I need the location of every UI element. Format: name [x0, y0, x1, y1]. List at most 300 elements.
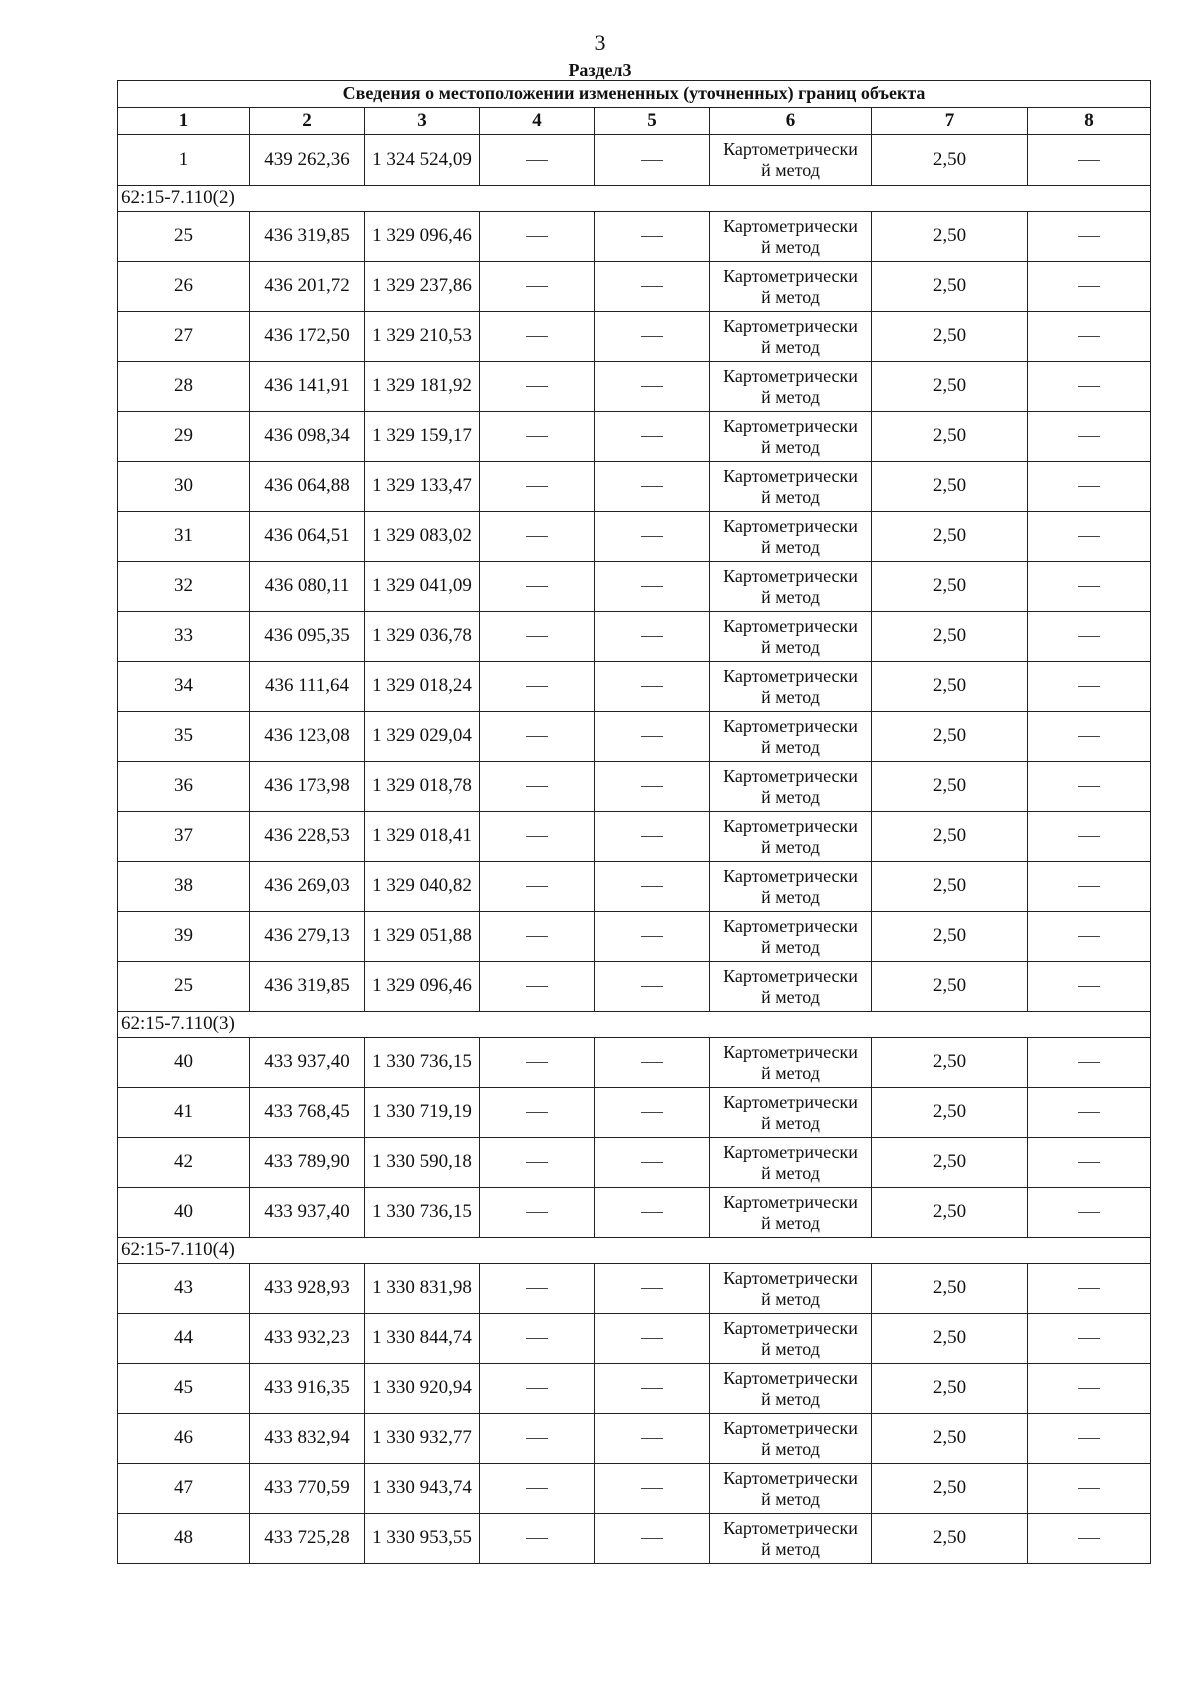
method-line-1: Картометрически: [723, 315, 858, 336]
method-cell: [710, 1188, 872, 1238]
accuracy-cell: 2,50: [872, 962, 1028, 1012]
dash-mark: [526, 936, 548, 937]
dash-mark: [526, 436, 548, 437]
point-number-cell: 26: [118, 262, 250, 312]
x-coordinate-cell: 436 111,64: [250, 662, 365, 712]
dash-mark: [1078, 786, 1100, 787]
x-coordinate-cell: 436 279,13: [250, 912, 365, 962]
empty-value-cell: [595, 962, 710, 1012]
table-row: [118, 562, 1151, 612]
method-cell: [710, 1514, 872, 1564]
empty-value-cell: [595, 562, 710, 612]
x-coordinate-cell: 433 932,23: [250, 1314, 365, 1364]
table-caption: Сведения о местоположении измененных (уточненных) границ объекта: [118, 81, 1151, 108]
empty-value-cell: [480, 212, 595, 262]
method-cell: [710, 1314, 872, 1364]
accuracy-cell: 2,50: [872, 662, 1028, 712]
y-coordinate-cell: 1 324 524,09: [365, 135, 480, 186]
page-number: 3: [594, 30, 606, 55]
empty-value-cell: [1028, 912, 1151, 962]
dash-mark: [1078, 536, 1100, 537]
column-number: 4: [480, 108, 595, 135]
dash-mark: [641, 736, 663, 737]
empty-value-cell: [480, 512, 595, 562]
empty-value-cell: [1028, 1088, 1151, 1138]
method-line-1: Картометрически: [723, 1517, 858, 1538]
dash-mark: [1078, 1212, 1100, 1213]
empty-value-cell: [480, 262, 595, 312]
point-number-cell: 32: [118, 562, 250, 612]
dash-mark: [1078, 836, 1100, 837]
empty-value-cell: [595, 812, 710, 862]
x-coordinate-cell: 436 172,50: [250, 312, 365, 362]
empty-value-cell: [1028, 1364, 1151, 1414]
method-cell: [710, 762, 872, 812]
empty-value-cell: [1028, 462, 1151, 512]
accuracy-cell: 2,50: [872, 512, 1028, 562]
dash-mark: [641, 586, 663, 587]
empty-value-cell: [480, 1088, 595, 1138]
dash-mark: [526, 1488, 548, 1489]
point-number-cell: 48: [118, 1514, 250, 1564]
point-number-cell: 1: [118, 135, 250, 186]
y-coordinate-cell: 1 330 590,18: [365, 1138, 480, 1188]
y-coordinate-cell: 1 329 237,86: [365, 262, 480, 312]
y-coordinate-cell: 1 329 083,02: [365, 512, 480, 562]
dash-mark: [641, 160, 663, 161]
point-number-cell: 39: [118, 912, 250, 962]
table-row: [118, 1138, 1151, 1188]
table-row: [118, 1414, 1151, 1464]
empty-value-cell: [480, 312, 595, 362]
method-cell: [710, 812, 872, 862]
dash-mark: [526, 386, 548, 387]
y-coordinate-cell: 1 329 018,78: [365, 762, 480, 812]
method-cell: [710, 1364, 872, 1414]
table-row: [118, 1514, 1151, 1564]
method-line-1: Картометрически: [723, 815, 858, 836]
empty-value-cell: [480, 662, 595, 712]
method-line-2: й метод: [761, 536, 820, 557]
empty-value-cell: [1028, 662, 1151, 712]
accuracy-cell: 2,50: [872, 562, 1028, 612]
point-number-cell: 43: [118, 1264, 250, 1314]
empty-value-cell: [480, 762, 595, 812]
y-coordinate-cell: 1 329 036,78: [365, 612, 480, 662]
dash-mark: [1078, 1288, 1100, 1289]
accuracy-cell: 2,50: [872, 762, 1028, 812]
empty-value-cell: [1028, 1188, 1151, 1238]
dash-mark: [1078, 486, 1100, 487]
method-cell: [710, 312, 872, 362]
dash-mark: [526, 1538, 548, 1539]
empty-value-cell: [480, 362, 595, 412]
table-row: [118, 135, 1151, 186]
x-coordinate-cell: 433 916,35: [250, 1364, 365, 1414]
empty-value-cell: [1028, 612, 1151, 662]
boundary-coordinates-table: [117, 80, 1151, 1564]
dash-mark: [526, 1338, 548, 1339]
method-line-2: й метод: [761, 786, 820, 807]
method-line-1: Картометрически: [723, 1041, 858, 1062]
method-line-2: й метод: [761, 1338, 820, 1359]
method-line-2: й метод: [761, 1112, 820, 1133]
empty-value-cell: [480, 962, 595, 1012]
method-line-2: й метод: [761, 936, 820, 957]
empty-value-cell: [480, 1314, 595, 1364]
table-row: [118, 812, 1151, 862]
table-row: [118, 212, 1151, 262]
method-cell: [710, 962, 872, 1012]
y-coordinate-cell: 1 330 953,55: [365, 1514, 480, 1564]
accuracy-cell: 2,50: [872, 462, 1028, 512]
method-line-2: й метод: [761, 736, 820, 757]
dash-mark: [526, 836, 548, 837]
method-line-2: й метод: [761, 686, 820, 707]
table-row: [118, 862, 1151, 912]
x-coordinate-cell: 433 832,94: [250, 1414, 365, 1464]
table-row: [118, 412, 1151, 462]
table-row: [118, 462, 1151, 512]
y-coordinate-cell: 1 329 040,82: [365, 862, 480, 912]
y-coordinate-cell: 1 330 943,74: [365, 1464, 480, 1514]
method-cell: [710, 262, 872, 312]
method-line-2: й метод: [761, 1162, 820, 1183]
empty-value-cell: [595, 212, 710, 262]
point-number-cell: 28: [118, 362, 250, 412]
method-line-2: й метод: [761, 1062, 820, 1083]
x-coordinate-cell: 436 141,91: [250, 362, 365, 412]
dash-mark: [1078, 736, 1100, 737]
dash-mark: [641, 886, 663, 887]
empty-value-cell: [1028, 262, 1151, 312]
method-line-2: й метод: [761, 1288, 820, 1309]
method-line-2: й метод: [761, 886, 820, 907]
point-number-cell: 34: [118, 662, 250, 712]
dash-mark: [526, 236, 548, 237]
table-row: [118, 262, 1151, 312]
method-line-2: й метод: [761, 1488, 820, 1509]
empty-value-cell: [595, 1514, 710, 1564]
empty-value-cell: [480, 1414, 595, 1464]
point-number-cell: 37: [118, 812, 250, 862]
table-row: [118, 912, 1151, 962]
dash-mark: [641, 336, 663, 337]
y-coordinate-cell: 1 330 844,74: [365, 1314, 480, 1364]
empty-value-cell: [595, 412, 710, 462]
method-line-1: Картометрически: [723, 1267, 858, 1288]
empty-value-cell: [595, 912, 710, 962]
dash-mark: [641, 486, 663, 487]
table-row: [118, 1464, 1151, 1514]
empty-value-cell: [480, 1514, 595, 1564]
method-cell: [710, 712, 872, 762]
dash-mark: [526, 786, 548, 787]
accuracy-cell: 2,50: [872, 1138, 1028, 1188]
empty-value-cell: [595, 312, 710, 362]
dash-mark: [1078, 1488, 1100, 1489]
x-coordinate-cell: 436 319,85: [250, 212, 365, 262]
dash-mark: [526, 286, 548, 287]
dash-mark: [526, 1162, 548, 1163]
empty-value-cell: [480, 712, 595, 762]
accuracy-cell: 2,50: [872, 1038, 1028, 1088]
dash-mark: [1078, 336, 1100, 337]
x-coordinate-cell: 436 319,85: [250, 962, 365, 1012]
dash-mark: [526, 1062, 548, 1063]
empty-value-cell: [1028, 1314, 1151, 1364]
point-number-cell: 47: [118, 1464, 250, 1514]
empty-value-cell: [480, 462, 595, 512]
method-cell: [710, 612, 872, 662]
dash-mark: [526, 160, 548, 161]
dash-mark: [526, 886, 548, 887]
method-cell: [710, 1038, 872, 1088]
dash-mark: [641, 1338, 663, 1339]
dash-mark: [526, 1288, 548, 1289]
point-number-cell: 27: [118, 312, 250, 362]
point-number-cell: 25: [118, 212, 250, 262]
method-line-2: й метод: [761, 1438, 820, 1459]
dash-mark: [641, 786, 663, 787]
dash-mark: [526, 486, 548, 487]
empty-value-cell: [480, 1264, 595, 1314]
method-line-1: Картометрически: [723, 1417, 858, 1438]
table-body: [118, 135, 1151, 1564]
dash-mark: [641, 986, 663, 987]
point-number-cell: 31: [118, 512, 250, 562]
method-line-2: й метод: [761, 586, 820, 607]
dash-mark: [1078, 1162, 1100, 1163]
point-number-cell: 44: [118, 1314, 250, 1364]
dash-mark: [1078, 436, 1100, 437]
empty-value-cell: [595, 762, 710, 812]
table-row: [118, 1364, 1151, 1414]
column-number: 3: [365, 108, 480, 135]
empty-value-cell: [1028, 812, 1151, 862]
table-row: [118, 362, 1151, 412]
x-coordinate-cell: 433 937,40: [250, 1038, 365, 1088]
y-coordinate-cell: 1 330 831,98: [365, 1264, 480, 1314]
point-number-cell: 33: [118, 612, 250, 662]
dash-mark: [526, 536, 548, 537]
section-title: Раздел3: [568, 60, 632, 80]
column-number: 5: [595, 108, 710, 135]
empty-value-cell: [595, 1088, 710, 1138]
method-line-1: Картометрически: [723, 865, 858, 886]
table-row: [118, 1088, 1151, 1138]
x-coordinate-cell: 433 725,28: [250, 1514, 365, 1564]
method-line-2: й метод: [761, 986, 820, 1007]
point-number-cell: 42: [118, 1138, 250, 1188]
dash-mark: [1078, 1388, 1100, 1389]
y-coordinate-cell: 1 329 210,53: [365, 312, 480, 362]
method-line-1: Картометрически: [723, 715, 858, 736]
x-coordinate-cell: 436 098,34: [250, 412, 365, 462]
empty-value-cell: [480, 412, 595, 462]
method-line-1: Картометрически: [723, 465, 858, 486]
dash-mark: [526, 1438, 548, 1439]
method-line-1: Картометрически: [723, 265, 858, 286]
dash-mark: [641, 936, 663, 937]
method-line-2: й метод: [761, 336, 820, 357]
empty-value-cell: [1028, 512, 1151, 562]
point-number-cell: 35: [118, 712, 250, 762]
dash-mark: [641, 1162, 663, 1163]
empty-value-cell: [595, 1138, 710, 1188]
dash-mark: [641, 686, 663, 687]
empty-value-cell: [480, 1364, 595, 1414]
x-coordinate-cell: 433 768,45: [250, 1088, 365, 1138]
point-number-cell: 41: [118, 1088, 250, 1138]
dash-mark: [641, 1288, 663, 1289]
y-coordinate-cell: 1 329 029,04: [365, 712, 480, 762]
table-row: [118, 962, 1151, 1012]
y-coordinate-cell: 1 330 932,77: [365, 1414, 480, 1464]
dash-mark: [641, 1112, 663, 1113]
empty-value-cell: [595, 1414, 710, 1464]
column-number: 8: [1028, 108, 1151, 135]
empty-value-cell: [1028, 1464, 1151, 1514]
dash-mark: [641, 1388, 663, 1389]
empty-value-cell: [480, 862, 595, 912]
method-cell: [710, 912, 872, 962]
x-coordinate-cell: 433 770,59: [250, 1464, 365, 1514]
column-number-row: [118, 108, 1151, 135]
column-number: 2: [250, 108, 365, 135]
method-line-1: Картометрически: [723, 615, 858, 636]
accuracy-cell: 2,50: [872, 135, 1028, 186]
method-line-2: й метод: [761, 436, 820, 457]
dash-mark: [1078, 1438, 1100, 1439]
dash-mark: [526, 1112, 548, 1113]
y-coordinate-cell: 1 329 018,24: [365, 662, 480, 712]
dash-mark: [641, 286, 663, 287]
accuracy-cell: 2,50: [872, 1514, 1028, 1564]
accuracy-cell: 2,50: [872, 1414, 1028, 1464]
dash-mark: [1078, 1062, 1100, 1063]
table-row: [118, 612, 1151, 662]
dash-mark: [1078, 286, 1100, 287]
empty-value-cell: [1028, 1264, 1151, 1314]
empty-value-cell: [1028, 1038, 1151, 1088]
dash-mark: [526, 336, 548, 337]
point-number-cell: 45: [118, 1364, 250, 1414]
table-row: [118, 1264, 1151, 1314]
method-line-1: Картометрически: [723, 665, 858, 686]
dash-mark: [526, 736, 548, 737]
empty-value-cell: [480, 812, 595, 862]
accuracy-cell: 2,50: [872, 1264, 1028, 1314]
x-coordinate-cell: 439 262,36: [250, 135, 365, 186]
empty-value-cell: [1028, 862, 1151, 912]
column-number: 1: [118, 108, 250, 135]
y-coordinate-cell: 1 329 018,41: [365, 812, 480, 862]
accuracy-cell: 2,50: [872, 1314, 1028, 1364]
point-number-cell: 30: [118, 462, 250, 512]
table-row: [118, 762, 1151, 812]
accuracy-cell: 2,50: [872, 862, 1028, 912]
empty-value-cell: [480, 135, 595, 186]
dash-mark: [1078, 1112, 1100, 1113]
dash-mark: [641, 1438, 663, 1439]
empty-value-cell: [595, 662, 710, 712]
dash-mark: [1078, 160, 1100, 161]
method-cell: [710, 412, 872, 462]
dash-mark: [641, 236, 663, 237]
dash-mark: [641, 836, 663, 837]
method-line-1: Картометрически: [723, 565, 858, 586]
method-line-2: й метод: [761, 1388, 820, 1409]
empty-value-cell: [595, 612, 710, 662]
accuracy-cell: 2,50: [872, 1364, 1028, 1414]
dash-mark: [641, 1488, 663, 1489]
point-number-cell: 36: [118, 762, 250, 812]
empty-value-cell: [1028, 562, 1151, 612]
empty-value-cell: [595, 135, 710, 186]
x-coordinate-cell: 433 789,90: [250, 1138, 365, 1188]
method-cell: [710, 1138, 872, 1188]
method-cell: [710, 135, 872, 186]
method-line-1: Картометрически: [723, 415, 858, 436]
dash-mark: [1078, 386, 1100, 387]
method-line-1: Картометрически: [723, 1367, 858, 1388]
method-line-1: Картометрически: [723, 965, 858, 986]
dash-mark: [641, 1062, 663, 1063]
column-number: 6: [710, 108, 872, 135]
method-line-1: Картометрически: [723, 1467, 858, 1488]
dash-mark: [1078, 1538, 1100, 1539]
empty-value-cell: [595, 362, 710, 412]
accuracy-cell: 2,50: [872, 1088, 1028, 1138]
method-line-2: й метод: [761, 836, 820, 857]
y-coordinate-cell: 1 329 051,88: [365, 912, 480, 962]
point-number-cell: 40: [118, 1038, 250, 1088]
method-line-2: й метод: [761, 160, 820, 180]
dash-mark: [526, 986, 548, 987]
method-line-1: Картометрически: [723, 915, 858, 936]
empty-value-cell: [595, 1364, 710, 1414]
method-cell: [710, 362, 872, 412]
dash-mark: [526, 636, 548, 637]
x-coordinate-cell: 436 201,72: [250, 262, 365, 312]
method-line-1: Картометрически: [723, 1091, 858, 1112]
empty-value-cell: [480, 1188, 595, 1238]
dash-mark: [1078, 686, 1100, 687]
empty-value-cell: [1028, 1414, 1151, 1464]
method-line-1: Картометрически: [723, 1141, 858, 1162]
y-coordinate-cell: 1 330 719,19: [365, 1088, 480, 1138]
empty-value-cell: [1028, 762, 1151, 812]
column-number: 7: [872, 108, 1028, 135]
accuracy-cell: 2,50: [872, 812, 1028, 862]
method-cell: [710, 512, 872, 562]
method-line-2: й метод: [761, 1538, 820, 1559]
x-coordinate-cell: 433 937,40: [250, 1188, 365, 1238]
dash-mark: [641, 386, 663, 387]
x-coordinate-cell: 436 123,08: [250, 712, 365, 762]
method-cell: [710, 1414, 872, 1464]
group-header-row: [118, 186, 1151, 212]
empty-value-cell: [595, 262, 710, 312]
x-coordinate-cell: 436 173,98: [250, 762, 365, 812]
accuracy-cell: 2,50: [872, 712, 1028, 762]
empty-value-cell: [595, 1264, 710, 1314]
point-number-cell: 40: [118, 1188, 250, 1238]
empty-value-cell: [1028, 135, 1151, 186]
empty-value-cell: [480, 612, 595, 662]
accuracy-cell: 2,50: [872, 262, 1028, 312]
